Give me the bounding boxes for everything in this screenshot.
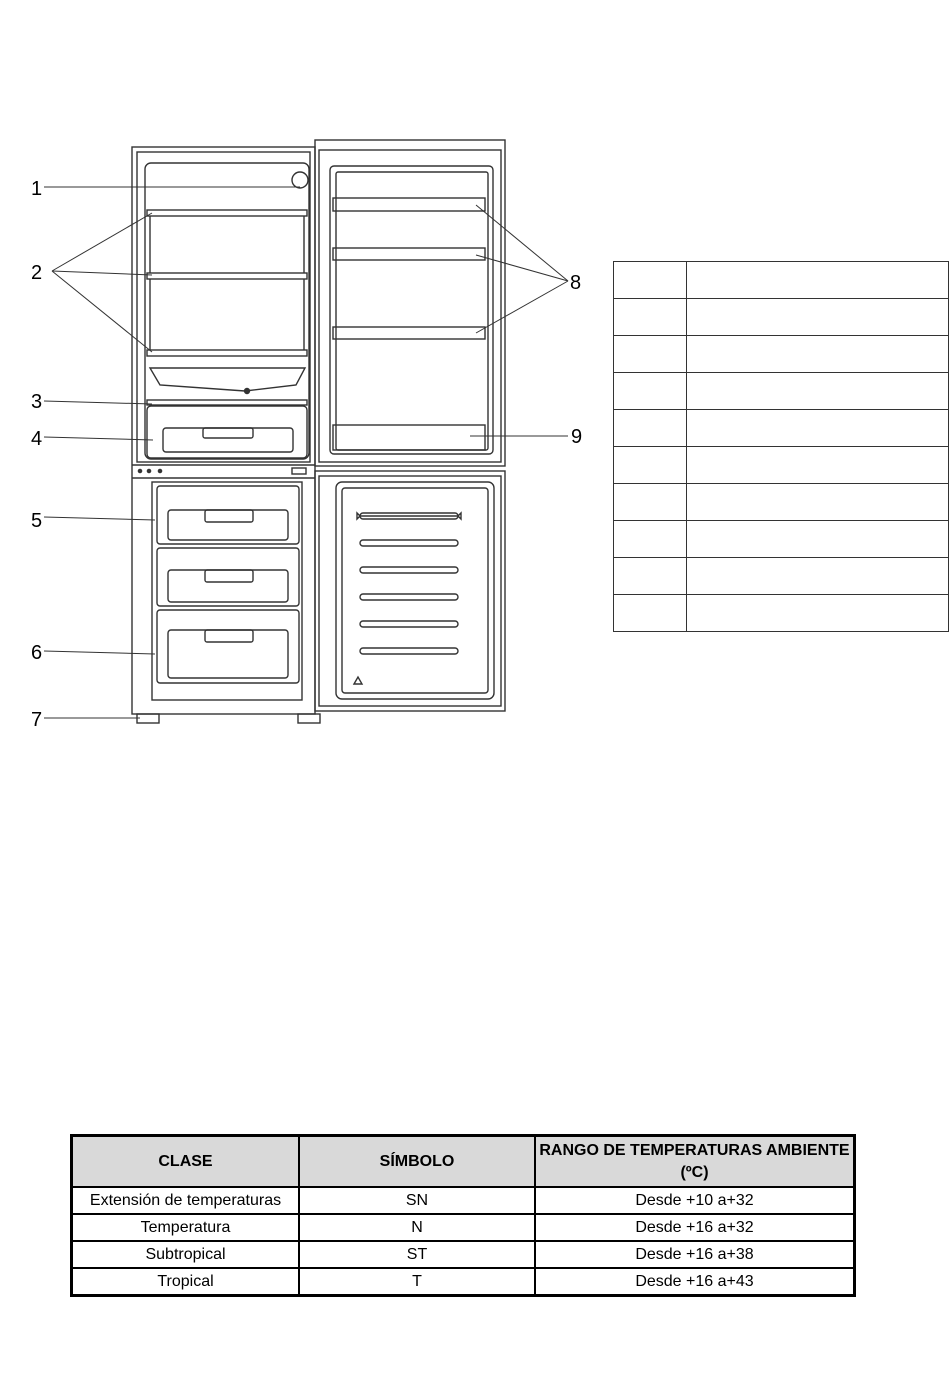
legend-description-cell xyxy=(687,447,949,484)
bottle-balcony xyxy=(333,425,485,450)
legend-number-cell xyxy=(614,484,687,521)
legend-number-cell xyxy=(614,410,687,447)
legend-number-cell xyxy=(614,521,687,558)
legend-description-cell xyxy=(687,336,949,373)
glass-shelf xyxy=(147,210,307,216)
freezer-drawer xyxy=(157,610,299,683)
parts-legend-body xyxy=(614,262,949,632)
legend-row xyxy=(614,262,949,299)
fridge-door xyxy=(315,140,505,466)
freezer-door xyxy=(315,471,505,711)
legend-row xyxy=(614,447,949,484)
table-row xyxy=(72,1214,855,1241)
legend-row xyxy=(614,595,949,632)
callout-1: 1 xyxy=(31,178,43,200)
legend-row xyxy=(614,410,949,447)
legend-row xyxy=(614,484,949,521)
legend-number-cell xyxy=(614,558,687,595)
legend-description-cell xyxy=(687,373,949,410)
legend-description-cell xyxy=(687,558,949,595)
crisper-drawer xyxy=(147,406,307,458)
table-row xyxy=(72,1268,855,1296)
callout-3: 3 xyxy=(31,391,43,413)
legend-number-cell xyxy=(614,336,687,373)
callout-2: 2 xyxy=(31,262,43,284)
glass-shelf xyxy=(147,350,307,356)
legend-description-cell xyxy=(687,595,949,632)
cell-clase: Subtropical xyxy=(72,1241,300,1268)
legend-description-cell xyxy=(687,410,949,447)
table-row xyxy=(72,1241,855,1268)
callout-4: 4 xyxy=(31,428,43,450)
cell-rango: Desde +16 a+32 xyxy=(535,1214,855,1241)
cell-simbolo: SN xyxy=(299,1187,535,1214)
legend-row xyxy=(614,299,949,336)
climate-class-table xyxy=(70,1134,856,1297)
callout-7: 7 xyxy=(31,709,43,731)
callout-6: 6 xyxy=(31,642,43,664)
bottle-tray xyxy=(150,368,305,391)
legend-row xyxy=(614,558,949,595)
cell-clase: Extensión de temperaturas xyxy=(72,1187,300,1214)
door-balcony xyxy=(333,248,485,260)
header-rango: RANGO DE TEMPERATURAS AMBIENTE (ºC) xyxy=(535,1136,855,1188)
climate-table-header-row xyxy=(72,1136,855,1188)
legend-number-cell xyxy=(614,299,687,336)
callout-8: 8 xyxy=(570,272,582,294)
door-balcony xyxy=(333,327,485,339)
legend-row xyxy=(614,521,949,558)
legend-description-cell xyxy=(687,262,949,299)
parts-legend-table xyxy=(613,261,949,632)
cell-simbolo: N xyxy=(299,1214,535,1241)
adjustable-foot xyxy=(137,714,159,723)
cell-rango: Desde +16 a+43 xyxy=(535,1268,855,1296)
cell-rango: Desde +16 a+38 xyxy=(535,1241,855,1268)
table-row xyxy=(72,1187,855,1214)
cell-clase: Temperatura xyxy=(72,1214,300,1241)
fridge-compartment xyxy=(145,163,309,459)
legend-description-cell xyxy=(687,299,949,336)
legend-number-cell xyxy=(614,262,687,299)
cell-simbolo: T xyxy=(299,1268,535,1296)
glass-shelf xyxy=(147,273,307,279)
legend-row xyxy=(614,373,949,410)
legend-row xyxy=(614,336,949,373)
cell-clase: Tropical xyxy=(72,1268,300,1296)
freezer-drawer xyxy=(157,486,299,544)
legend-number-cell xyxy=(614,595,687,632)
legend-description-cell xyxy=(687,521,949,558)
freezer-drawer xyxy=(157,548,299,606)
callout-5: 5 xyxy=(31,510,43,532)
door-balcony xyxy=(333,198,485,211)
header-simbolo: SÍMBOLO xyxy=(299,1136,535,1188)
cell-simbolo: ST xyxy=(299,1241,535,1268)
thermostat-light xyxy=(292,172,308,188)
cabinet-body xyxy=(132,147,315,714)
legend-description-cell xyxy=(687,484,949,521)
header-clase: CLASE xyxy=(72,1136,300,1188)
legend-number-cell xyxy=(614,373,687,410)
callout-9: 9 xyxy=(571,426,583,448)
legend-number-cell xyxy=(614,447,687,484)
cell-rango: Desde +10 a+32 xyxy=(535,1187,855,1214)
